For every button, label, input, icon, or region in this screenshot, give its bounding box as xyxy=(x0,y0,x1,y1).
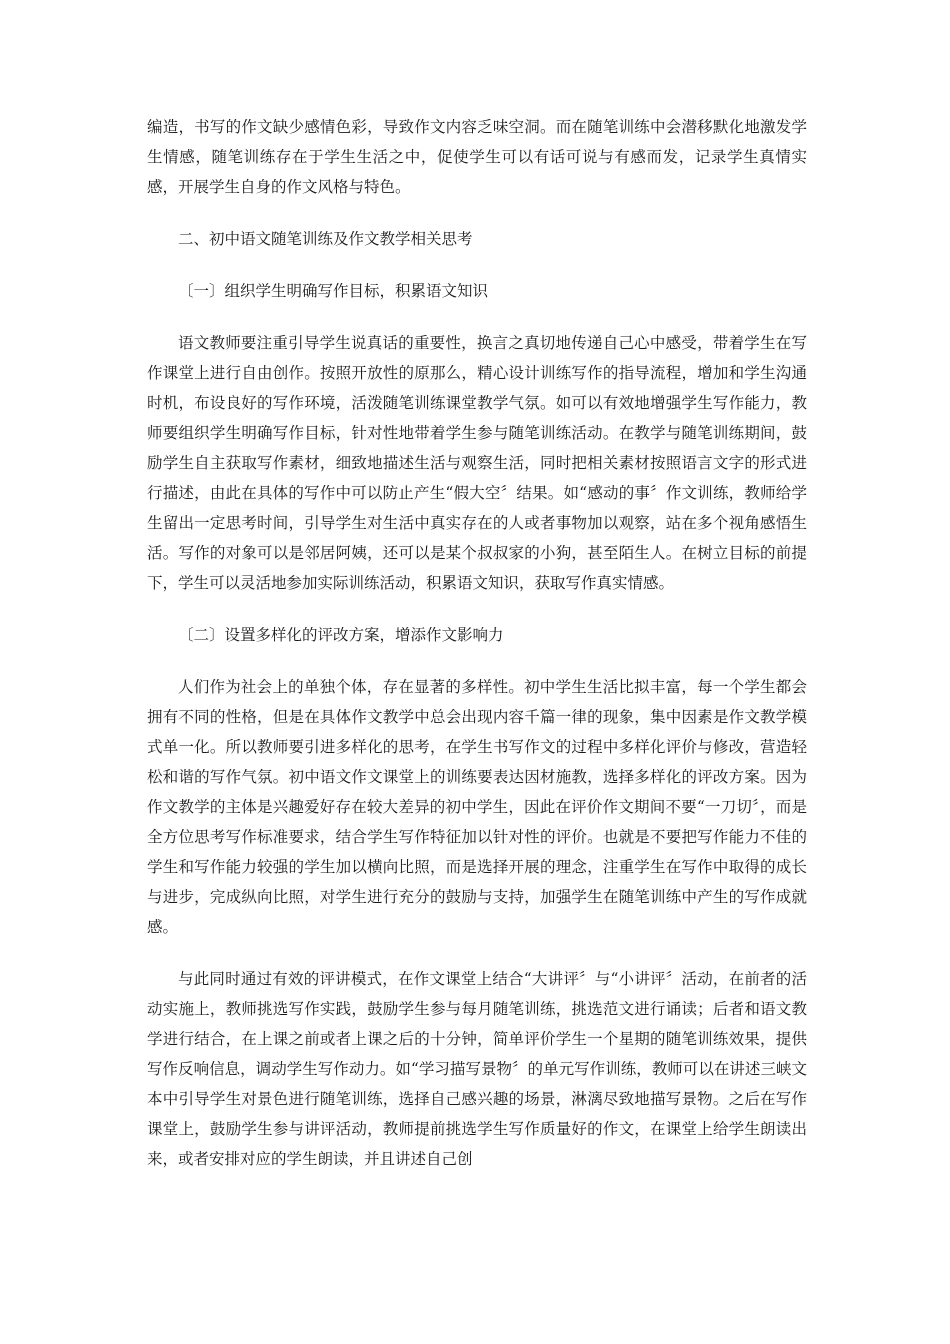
subsection-2-heading: 〔二〕设置多样化的评改方案，增添作文影响力 xyxy=(178,626,504,644)
subsection-1-paragraph: 语文教师要注重引导学生说真话的重要性，换言之真切地传递自己心中感受，带着学生在写作课堂上进行自由创作。按照开放性的原那么，精心设计训练写作的指导流程，增加和学生沟通时机，布设良好的写作环境，活泼随笔训练课堂教学气氛。如可以有效地增强学生写作能力，教师要组织学生明确写作目标，针对性地带着学生参与随笔训练活动。在教学与随笔训练期间，鼓励学生自主获取写作素材，细致地描述生活与观察生活，同时把相关素材按照语言文字的形式进行描述，由此在具体的写作中可以防止产生“假大空〞结果。如“感动的事〞作文训练，教师给学生留出一定思考时间，引导学生对生活中真实存在的人或者事物加以观察，站在多个视角感悟生活。写作的对象可以是邻居阿姨，还可以是某个叔叔家的小狗，甚至陌生人。在树立目标的前提下，学生可以灵活地参加实际训练活动，积累语文知识，获取写作真实情感。 xyxy=(147,334,807,592)
section-heading: 二、初中语文随笔训练及作文教学相关思考 xyxy=(178,230,473,248)
document-body xyxy=(147,112,807,1196)
subsection-2-paragraph-2: 与此同时通过有效的评讲模式，在作文课堂上结合“大讲评〞与“小讲评〞活动，在前者的活动实施上，教师挑选写作实践，鼓励学生参与每月随笔训练，挑选范文进行诵读；后者和语文教学进行结合，在上课之前或者上课之后的十分钟，简单评价学生一个星期的随笔训练效果，提供写作反响信息，调动学生写作动力。如“学习描写景物〞的单元写作训练，教师可以在讲述三峡文本中引导学生对景色进行随笔训练，选择自己感兴趣的场景，淋漓尽致地描写景物。之后在写作课堂上，鼓励学生参与讲评活动，教师提前挑选学生写作质量好的作文，在课堂上给学生朗读出来，或者安排对应的学生朗读，并且讲述自己创 xyxy=(147,970,807,1168)
subsection-2-paragraph-1: 人们作为社会上的单独个体，存在显著的多样性。初中学生生活比拟丰富，每一个学生都会拥有不同的性格，但是在具体作文教学中总会出现内容千篇一律的现象，集中因素是作文教学模式单一化。所以教师要引进多样化的思考，在学生书写作文的过程中多样化评价与修改，营造轻松和谐的写作气氛。初中语文作文课堂上的训练要表达因材施教，选择多样化的评改方案。因为作文教学的主体是兴趣爱好存在较大差异的初中学生，因此在评价作文期间不要“一刀切〞，而是全方位思考写作标准要求，结合学生写作特征加以针对性的评价。也就是不要把写作能力不佳的学生和写作能力较强的学生加以横向比照，而是选择开展的理念，注重学生在写作中取得的成长与进步，完成纵向比照，对学生进行充分的鼓励与支持，加强学生在随笔训练中产生的写作成就感。 xyxy=(147,678,807,936)
continued-paragraph: 编造，书写的作文缺少感情色彩，导致作文内容乏味空洞。而在随笔训练中会潜移默化地激发学生情感，随笔训练存在于学生生活之中，促使学生可以有话可说与有感而发，记录学生真情实感，开展学生自身的作文风格与特色。 xyxy=(147,118,807,196)
subsection-1-heading: 〔一〕组织学生明确写作目标，积累语文知识 xyxy=(178,282,489,300)
